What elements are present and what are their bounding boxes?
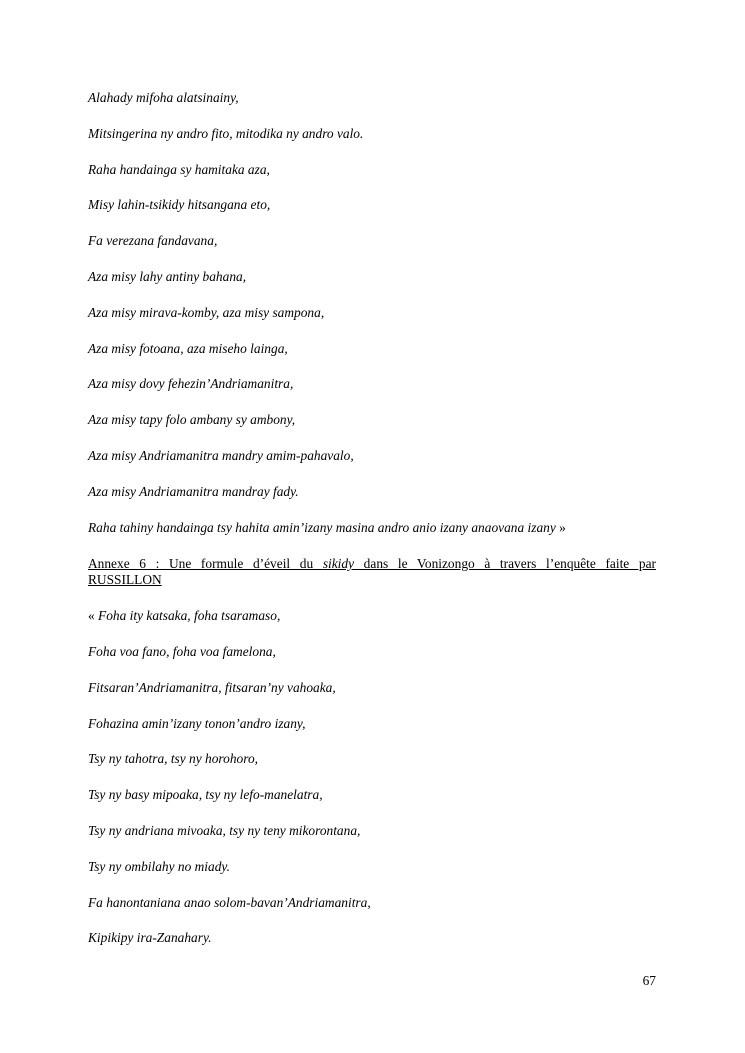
poem-line: Aza misy mirava-komby, aza misy sampona, xyxy=(88,305,325,320)
poem-line: Tsy ny basy mipoaka, tsy ny lefo-manelatra, xyxy=(88,787,323,802)
poem-line: Misy lahin-tsikidy hitsangana eto, xyxy=(88,197,271,212)
poem-line-text: Foha ity katsaka, foha tsaramaso, xyxy=(98,608,281,623)
poem-line: Fohazina amin’izany tonon’andro izany, xyxy=(88,716,306,731)
poem-line: Alahady mifoha alatsinainy, xyxy=(88,90,239,105)
poem-line: Aza misy tapy folo ambany sy ambony, xyxy=(88,412,296,427)
poem-line: Raha handainga sy hamitaka aza, xyxy=(88,162,270,177)
annex-heading-emphasis: sikidy xyxy=(322,556,355,571)
poem-closing-line xyxy=(88,520,566,536)
poem-line: Aza misy lahy antiny bahana, xyxy=(88,269,247,284)
annex-heading-text: dans le Vonizongo à travers l’enquête faite par xyxy=(354,556,656,571)
poem-line: Tsy ny ombilahy no miady. xyxy=(88,859,230,874)
poem-line: Fitsaran’Andriamanitra, fitsaran’ny vahoaka, xyxy=(88,680,336,695)
poem-line xyxy=(88,608,280,624)
annex-heading-text: Annexe 6 : Une formule d’éveil du xyxy=(88,556,323,571)
poem-line: Aza misy Andriamanitra mandry amim-pahavalo, xyxy=(88,448,354,463)
page-number: 67 xyxy=(642,973,656,988)
document-page xyxy=(88,0,656,1053)
annex-heading xyxy=(88,556,656,588)
closing-line-text: Raha tahiny handainga tsy hahita amin’izany masina andro anio izany anaovana izany xyxy=(88,520,556,535)
poem-line: Mitsingerina ny andro fito, mitodika ny andro valo. xyxy=(88,126,364,141)
poem-line: Kipikipy ira-Zanahary. xyxy=(88,930,212,945)
annex-heading-line-2: RUSSILLON xyxy=(88,572,162,587)
opening-quote-mark: « xyxy=(88,608,99,623)
poem-line: Tsy ny tahotra, tsy ny horohoro, xyxy=(88,751,258,766)
poem-line: Foha voa fano, foha voa famelona, xyxy=(88,644,276,659)
poem-line: Aza misy dovy fehezin’Andriamanitra, xyxy=(88,376,294,391)
poem-line: Fa hanontaniana anao solom-bavan’Andriamanitra, xyxy=(88,895,371,910)
poem-line: Aza misy Andriamanitra mandray fady. xyxy=(88,484,299,499)
annex-heading-line-1 xyxy=(88,556,656,572)
poem-line: Fa verezana fandavana, xyxy=(88,233,218,248)
poem-line: Tsy ny andriana mivoaka, tsy ny teny mikorontana, xyxy=(88,823,361,838)
poem-line: Aza misy fotoana, aza miseho lainga, xyxy=(88,341,288,356)
closing-quote-mark: » xyxy=(555,520,566,535)
